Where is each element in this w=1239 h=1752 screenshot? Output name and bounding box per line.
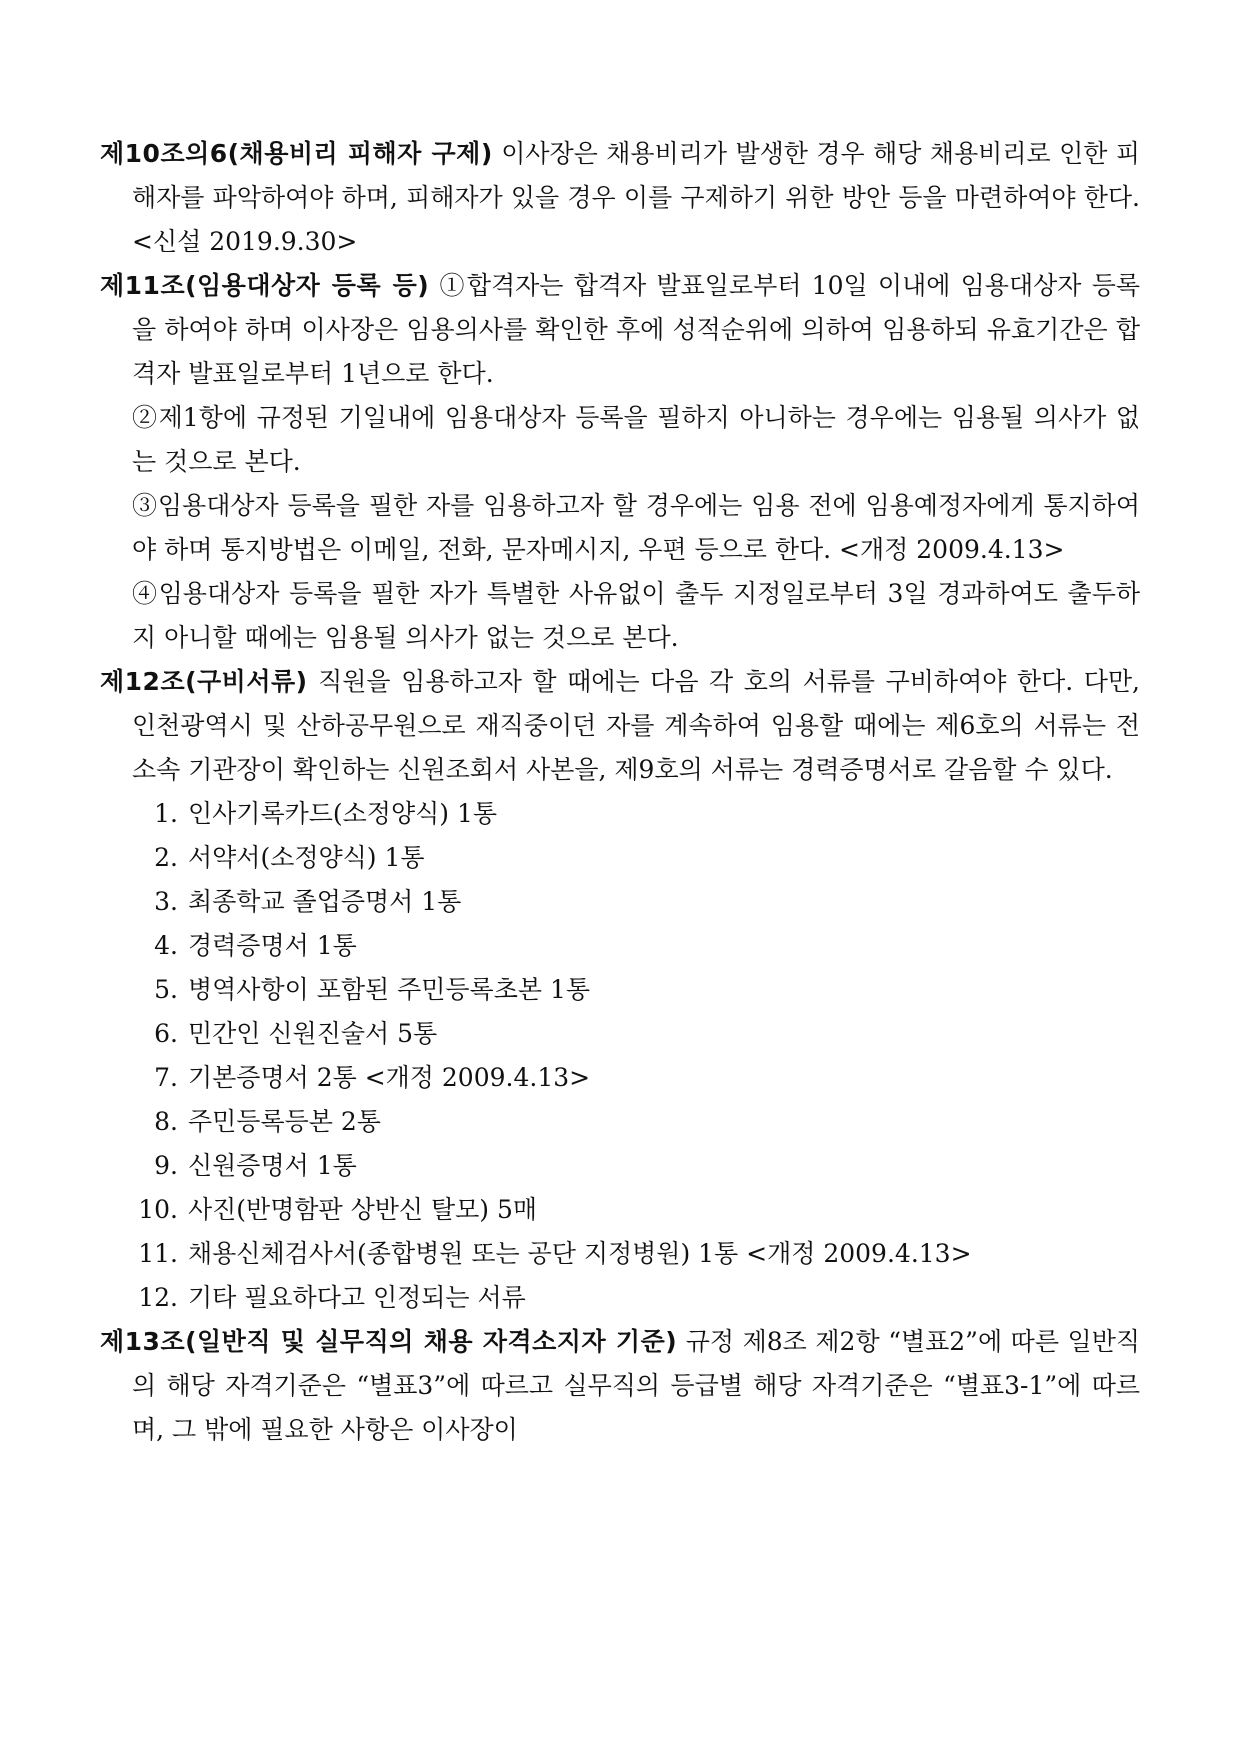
article-heading: 제12조(구비서류) — [100, 667, 308, 696]
list-item — [132, 924, 1140, 968]
article-body: ①합격자는 합격자 발표일로부터 10일 이내에 임용대상자 등록을 하여야 하며 이사장은 임용의사를 확인한 후에 성적순위에 의하여 임용하되 유효기간은 합격자 발표일로부터 1년으로 한다. — [132, 271, 1140, 388]
item-number: 5. — [154, 975, 178, 1004]
item-number: 7. — [154, 1063, 178, 1092]
item-number: 1. — [154, 799, 178, 828]
article-12 — [100, 660, 1140, 792]
list-item — [132, 1276, 1140, 1320]
item-text: 신원증명서 1통 — [188, 1151, 357, 1180]
item-number: 3. — [154, 887, 178, 916]
item-text: 인사기록카드(소정양식) 1통 — [188, 799, 498, 828]
list-item — [132, 968, 1140, 1012]
item-text: 채용신체검사서(종합병원 또는 공단 지정병원) 1통 <개정 2009.4.13> — [188, 1239, 972, 1268]
article-11 — [100, 264, 1140, 396]
article-13 — [100, 1320, 1140, 1452]
item-text: 병역사항이 포함된 주민등록초본 1통 — [188, 975, 590, 1004]
list-item — [132, 1012, 1140, 1056]
article-10-6 — [100, 132, 1140, 264]
article-heading: 제11조(임용대상자 등록 등) — [100, 271, 430, 300]
article-11-paragraph-2: ②제1항에 규정된 기일내에 임용대상자 등록을 필하지 아니하는 경우에는 임용될 의사가 없는 것으로 본다. — [132, 403, 1140, 476]
article-body: 직원을 임용하고자 할 때에는 다음 각 호의 서류를 구비하여야 한다. 다만, 인천광역시 및 산하공무원으로 재직중이던 자를 계속하여 임용할 때에는 제6호의 서류는 전소속 기관장이 확인하는 신원조회서 사본을, 제9호의 서류는 경력증명서로 갈음할 수 있다. — [132, 667, 1140, 784]
item-text: 민간인 신원진술서 5통 — [188, 1019, 438, 1048]
article-body: 이사장은 채용비리가 발생한 경우 해당 채용비리로 인한 피해자를 파악하여야 하며, 피해자가 있을 경우 이를 구제하기 위한 방안 등을 마련하여야 한다. <신설 2019.9.30> — [132, 139, 1140, 256]
item-text: 기본증명서 2통 <개정 2009.4.13> — [188, 1063, 591, 1092]
article-body: 규정 제8조 제2항 “별표2”에 따른 일반직의 해당 자격기준은 “별표3”에 따르고 실무직의 등급별 해당 자격기준은 “별표3-1”에 따르며, 그 밖에 필요한 사항은 이사장이 — [132, 1327, 1141, 1444]
item-number: 10. — [138, 1195, 178, 1224]
item-text: 기타 필요하다고 인정되는 서류 — [188, 1283, 526, 1312]
item-number: 4. — [154, 931, 178, 960]
article-heading: 제10조의6(채용비리 피해자 구제) — [100, 139, 493, 168]
item-number: 12. — [138, 1283, 178, 1312]
article-11-paragraph-4: ④임용대상자 등록을 필한 자가 특별한 사유없이 출두 지정일로부터 3일 경과하여도 출두하지 아니할 때에는 임용될 의사가 없는 것으로 본다. — [132, 579, 1140, 652]
list-item — [132, 1056, 1140, 1100]
item-number: 6. — [154, 1019, 178, 1048]
article-heading: 제13조(일반직 및 실무직의 채용 자격소지자 기준) — [100, 1327, 678, 1356]
list-item — [132, 1100, 1140, 1144]
list-item — [132, 1232, 1140, 1276]
article-11-paragraph-3: ③임용대상자 등록을 필한 자를 임용하고자 할 경우에는 임용 전에 임용예정자에게 통지하여야 하며 통지방법은 이메일, 전화, 문자메시지, 우편 등으로 한다. <개정 2009.4.13> — [132, 491, 1140, 564]
item-number: 9. — [154, 1151, 178, 1180]
item-number: 2. — [154, 843, 178, 872]
item-text: 주민등록등본 2통 — [188, 1107, 381, 1136]
list-item — [132, 1188, 1140, 1232]
required-documents-list — [100, 792, 1140, 1320]
item-number: 8. — [154, 1107, 178, 1136]
item-number: 11. — [138, 1239, 178, 1268]
document-page — [100, 132, 1140, 1452]
item-text: 사진(반명함판 상반신 탈모) 5매 — [188, 1195, 538, 1224]
list-item — [132, 880, 1140, 924]
item-text: 경력증명서 1통 — [188, 931, 357, 960]
item-text: 서약서(소정양식) 1통 — [188, 843, 425, 872]
list-item — [132, 792, 1140, 836]
list-item — [132, 836, 1140, 880]
item-text: 최종학교 졸업증명서 1통 — [188, 887, 462, 916]
list-item — [132, 1144, 1140, 1188]
